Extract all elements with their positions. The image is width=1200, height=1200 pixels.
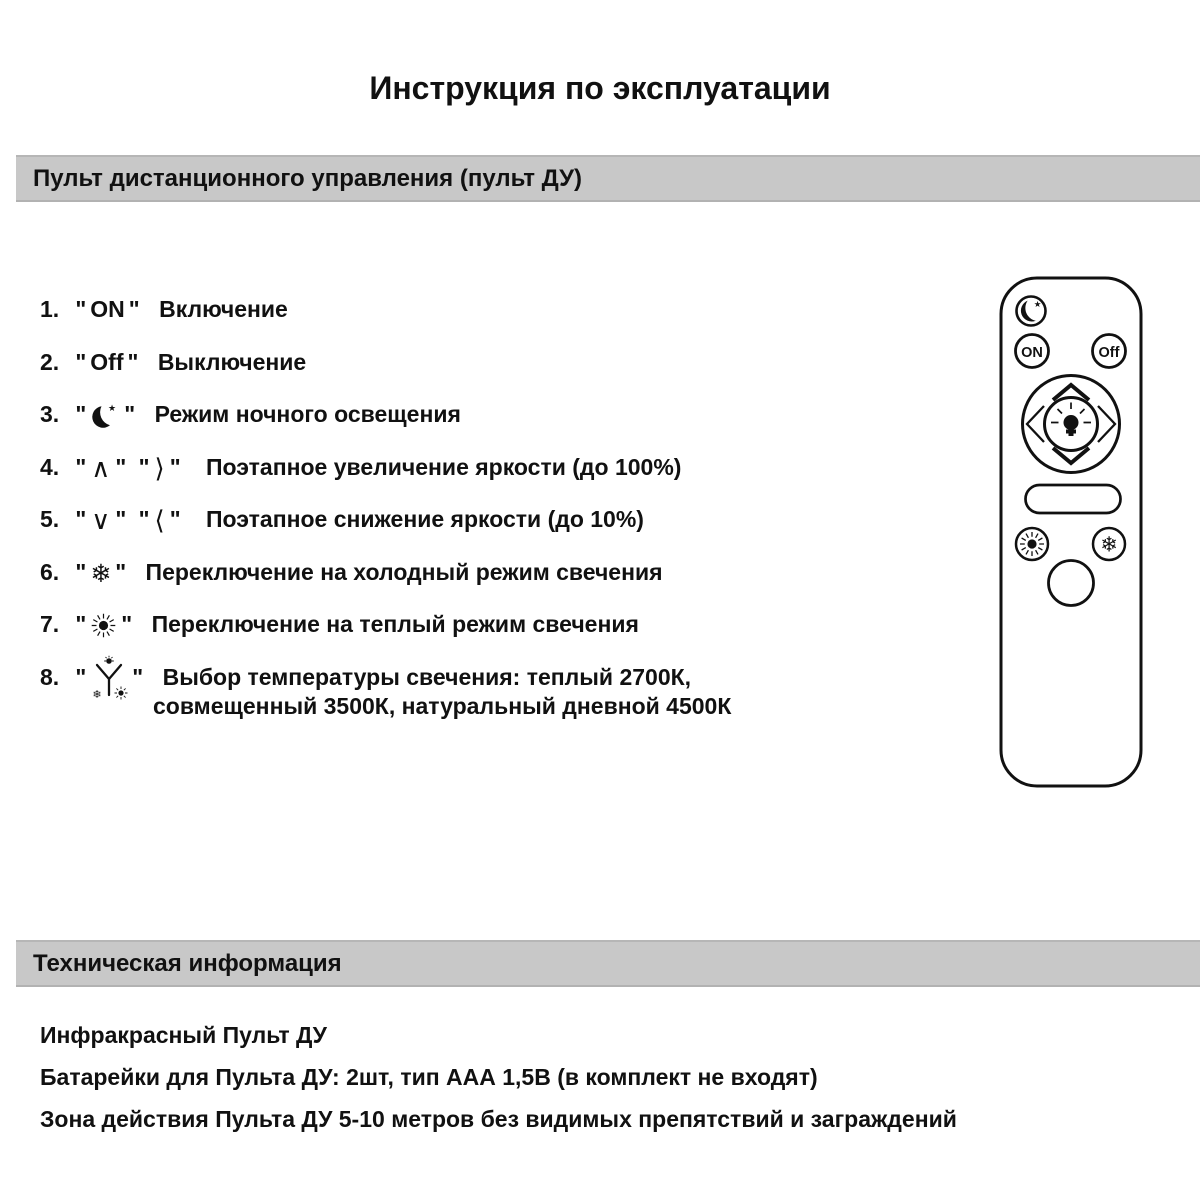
instruction-item-brightness-down xyxy=(40,506,731,536)
instruction-item-brightness-up xyxy=(40,453,731,484)
down-chevron-glyph: ∨ xyxy=(91,506,111,536)
instruction-item-cold-mode xyxy=(40,559,731,586)
quote-mark: " xyxy=(75,611,87,637)
item-number: 8. xyxy=(40,663,60,690)
sun-icon xyxy=(90,612,117,639)
quote-mark: " xyxy=(169,506,181,532)
item-number: 4. xyxy=(40,453,60,480)
quote-mark: " xyxy=(75,663,87,690)
tech-line-remote-type: Инфракрасный Пульт ДУ xyxy=(40,1022,327,1048)
item-number: 2. xyxy=(40,348,60,375)
section-header-remote xyxy=(16,155,1200,202)
item-label: Поэтапное увеличение яркости (до 100%) xyxy=(205,453,682,480)
temperature-select-icon xyxy=(89,655,129,701)
quote-mark: " xyxy=(75,348,87,375)
instruction-item-warm-mode xyxy=(40,611,731,638)
up-chevron-glyph: ∧ xyxy=(91,453,111,484)
item-number: 3. xyxy=(40,401,60,427)
instruction-item-temperature-select xyxy=(40,664,731,720)
quote-mark: " xyxy=(75,506,87,532)
quote-mark: " xyxy=(124,401,136,427)
quote-mark: " xyxy=(132,663,144,690)
quote-mark: " xyxy=(75,558,87,585)
quote-mark: " xyxy=(169,453,181,480)
quote-mark: " xyxy=(115,506,127,532)
snowflake-glyph: ❄ xyxy=(90,558,112,588)
instruction-item-on xyxy=(40,296,731,323)
quote-mark: " xyxy=(127,348,139,375)
off-symbol: Off xyxy=(90,348,124,375)
tech-line-batteries: Батарейки для Пульта ДУ: 2шт, тип ААА 1,5В (в комплект не входят) xyxy=(40,1064,818,1090)
quote-mark: " xyxy=(115,453,127,480)
item-label: Включение xyxy=(159,296,288,322)
on-button-label: ON xyxy=(1021,345,1043,361)
section-header-tech xyxy=(16,940,1200,987)
quote-mark: " xyxy=(75,401,87,427)
item-label: Переключение на теплый режим свечения xyxy=(151,611,639,637)
quote-mark: " xyxy=(138,506,150,532)
item-number: 5. xyxy=(40,506,60,532)
off-button-label: Off xyxy=(1098,345,1120,361)
section-header-tech-label: Техническая информация xyxy=(33,949,342,977)
item-number: 7. xyxy=(40,611,60,637)
item-label: Переключение на холодный режим свечения xyxy=(145,558,663,585)
item-number: 1. xyxy=(40,296,60,322)
snowflake-icon: ❄ xyxy=(1100,532,1118,557)
quote-mark: " xyxy=(121,611,133,637)
instruction-item-off xyxy=(40,349,731,376)
left-chevron-glyph: ⟨ xyxy=(154,506,165,536)
item-number: 6. xyxy=(40,558,60,585)
item-label: Выключение xyxy=(157,348,307,375)
page-title: Инструкция по эксплуатации xyxy=(369,70,831,106)
quote-mark: " xyxy=(128,296,140,322)
moon-star-glyph: ★ xyxy=(1033,300,1042,310)
instruction-list xyxy=(40,296,731,745)
section-header-remote-label: Пульт дистанционного управления (пульт ДУ) xyxy=(33,164,582,192)
instruction-item-night-mode xyxy=(40,401,731,428)
warm-mode-button xyxy=(1016,528,1048,560)
right-chevron-glyph: ⟩ xyxy=(154,453,165,484)
quote-mark: " xyxy=(115,558,127,585)
mini-snowflake-glyph: ❄ xyxy=(92,688,102,702)
remote-illustration xyxy=(985,265,1157,797)
on-symbol: ON xyxy=(90,296,125,322)
quote-mark: " xyxy=(75,296,87,322)
quote-mark: " xyxy=(138,453,150,480)
item-label: Режим ночного освещения xyxy=(154,401,461,427)
crescent-moon-icon xyxy=(90,401,120,431)
quote-mark: " xyxy=(75,453,87,480)
item-label-line2: совмещенный 3500К, натуральный дневной 4500К xyxy=(153,692,732,719)
item-label: Выбор температуры свечения: теплый 2700К, xyxy=(162,663,692,690)
item-label: Поэтапное снижение яркости (до 10%) xyxy=(205,506,644,532)
tech-info xyxy=(40,1022,957,1148)
tech-line-range: Зона действия Пульта ДУ 5-10 метров без видимых препятствий и заграждений xyxy=(40,1106,957,1132)
moon-star-glyph: ★ xyxy=(108,403,117,414)
